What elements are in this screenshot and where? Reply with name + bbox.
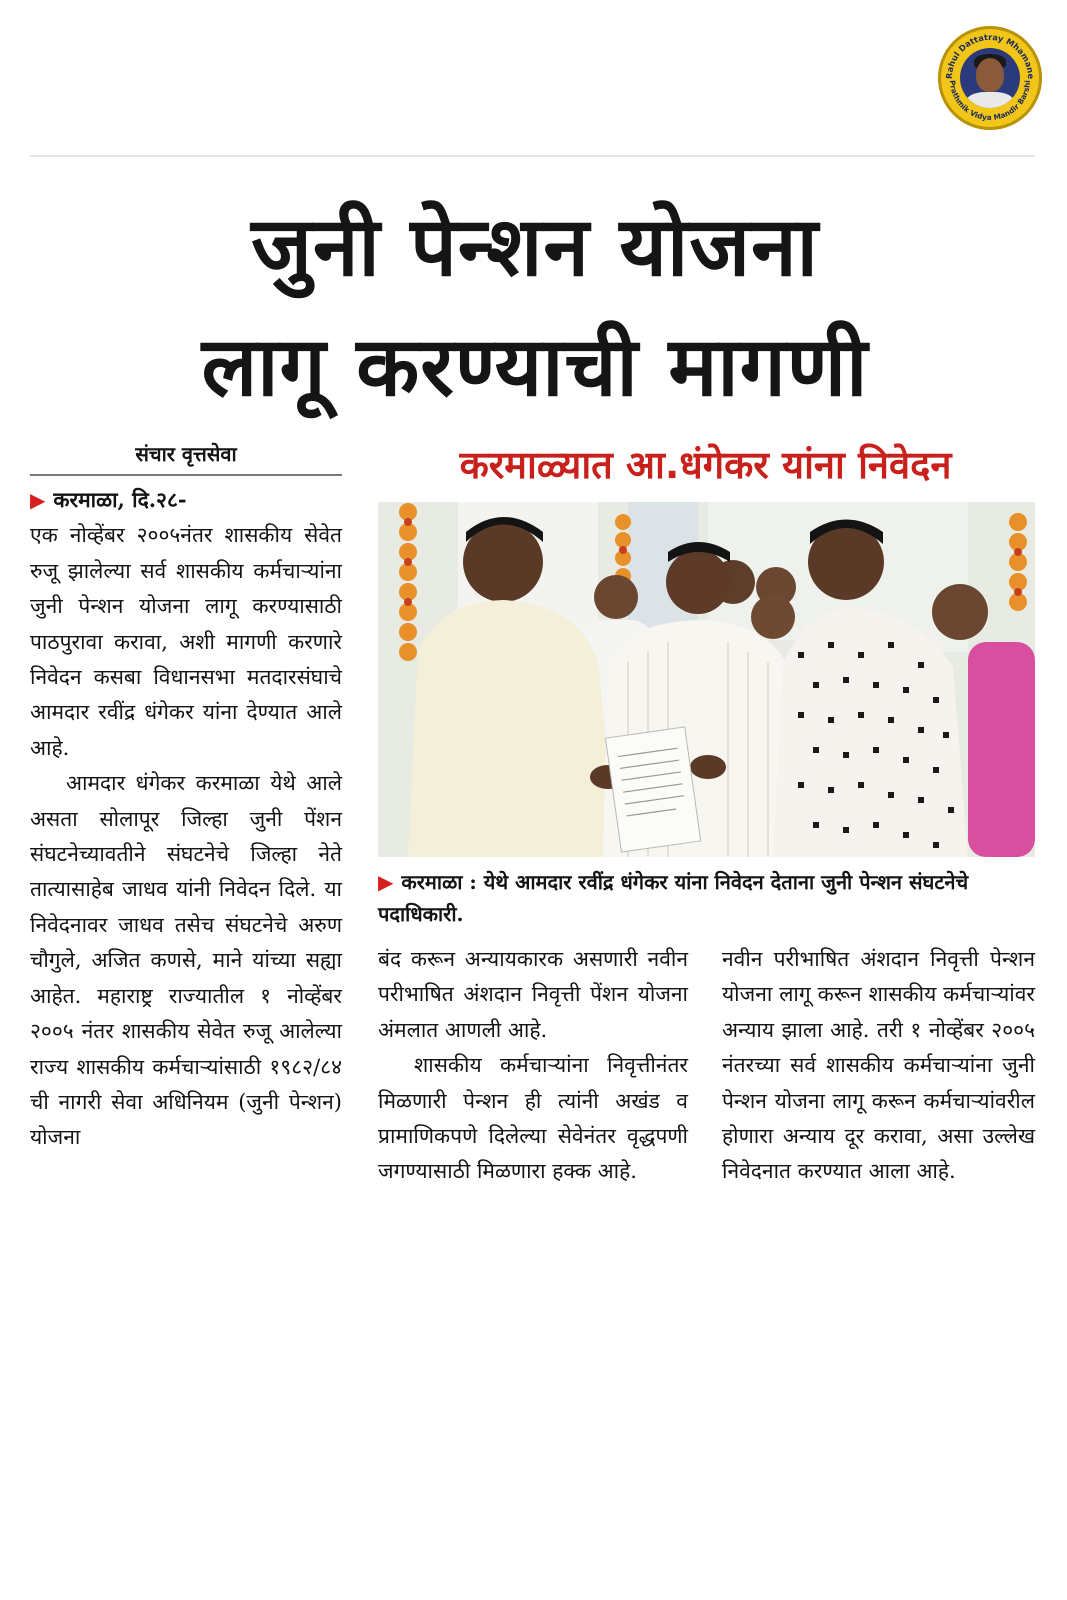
news-photo [378,502,1035,857]
article-paragraph-1: एक नोव्हेंबर २००५नंतर शासकीय सेवेत रुजू झालेल्या सर्व शासकीय कर्मचाऱ्यांना जुनी पेन्शन योजना लागू करण्यासाठी पाठपुरावा करावा, अशी मागणी करणारे निवेदन कसबा विधानसभा मतदारसंघाचे आमदार रवींद्र धंगेकर यांना देण्यात आले आहे. [30,523,342,760]
badge-circular-text [938,26,1042,130]
article-column-3 [722,942,1035,1190]
top-divider [30,155,1035,157]
article-column-1 [30,482,342,1156]
article-paragraph-3: बंद करून अन्यायकारक असणारी नवीन परीभाषित अंशदान निवृत्ती पेंशन योजना अंमलात आणली आहे. [378,947,688,1042]
article-paragraph-5: नवीन परीभाषित अंशदान निवृत्ती पेन्शन योजना लागू करून शासकीय कर्मचाऱ्यांवर अन्याय झाला आहे. तरी १ नोव्हेंबर २००५ नंतरच्या सर्व शासकीय कर्मचाऱ्यांना जुनी पेन्शन योजना लागू करून कर्मचाऱ्यांवरील होणारा अन्याय दूर करावा, असा उल्लेख निवेदनात करण्यात आला आहे. [722,947,1035,1184]
svg-text:Prathmik Vidya Mandir Barshi: Prathmik Vidya Mandir Barshi [947,79,1033,123]
svg-text:Rahul Dattatray Mhamane: Rahul Dattatray Mhamane [943,31,1037,80]
byline: संचार वृत्तसेवा [135,442,237,466]
headline-line-1: जुनी पेन्शन योजना [251,200,819,295]
photo-caption [378,866,1035,930]
article-paragraph-2: आमदार धंगेकर करमाळा येथे आले असता सोलापूर जिल्हा जुनी पेंशन संघटनेच्यावतीने संघटनेचे जिल्हा नेते तात्यासाहेब जाधव यांनी निवेदन दिले. या निवेदनावर जाधव तसेच संघटनेचे अरुण चौगुले, अजित कणसे, माने यांच्या सह्या आहेत. महाराष्ट्र राज्यातील १ नोव्हेंबर २००५ नंतर शासकीय सेवेत रुजू आलेल्या राज्य शासकीय कर्मचाऱ्यांसाठी १९८२/८४ ची नागरी सेवा अधिनियम (जुनी पेन्शन) योजना [30,771,342,1150]
logo-badge [938,26,1042,130]
subhead: करमाळ्यात आ.धंगेकर यांना निवेदन [459,443,952,487]
headline-line-2: लागू करण्याची मागणी [201,320,869,415]
article-column-2 [378,942,688,1190]
triangle-marker-icon: ▶ [30,488,46,512]
article-paragraph-4: शासकीय कर्मचाऱ्यांना निवृत्तीनंतर मिळणारी पेन्शन ही त्यांनी अखंड व प्रामाणिकपणे दिलेल्या सेवेनंतर वृद्धपणी जगण्यासाठी मिळणारा हक्क आहे. [378,1053,688,1184]
caption-text: करमाळा : येथे आमदार रवींद्र धंगेकर यांना निवेदन देताना जुनी पेन्शन संघटनेचे पदाधिकारी. [378,870,969,926]
triangle-marker-icon: ▶ [378,870,394,894]
byline-divider [30,474,342,476]
dateline-text: करमाळा, दि.२८- [53,487,187,512]
dateline [30,482,342,518]
